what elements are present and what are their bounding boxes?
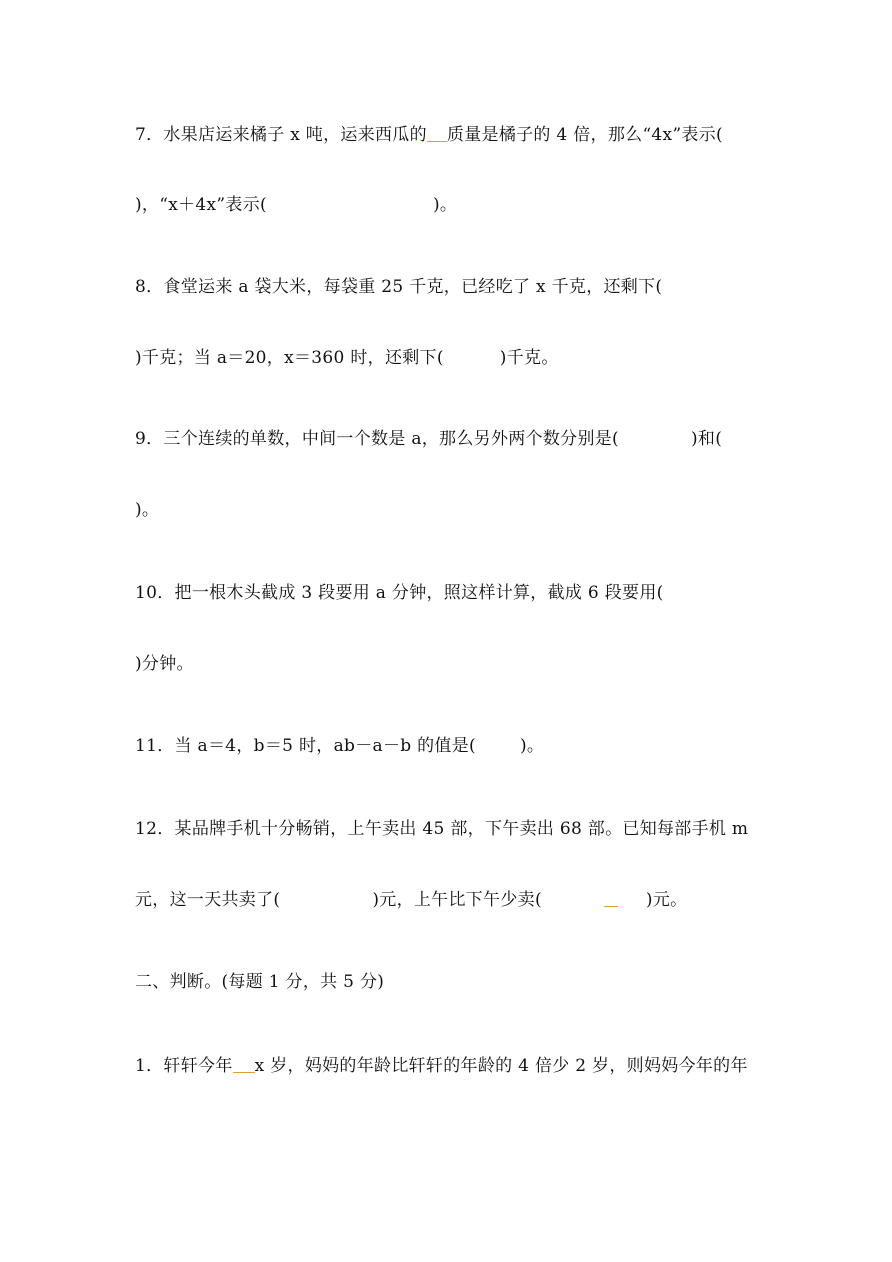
question-7-text-d: )。 <box>432 195 458 215</box>
judgment-1-line-1 <box>135 1055 748 1077</box>
question-9-line-2: )。 <box>135 500 160 520</box>
blank-underline-mark <box>604 904 618 907</box>
question-9-text-a: 9．三个连续的单数，中间一个数是 a，那么另外两个数分别是( <box>135 429 619 449</box>
question-12-line-2 <box>135 889 687 911</box>
question-9-line-1 <box>135 428 722 450</box>
question-10-line-1: 10．把一根木头截成 3 段要用 a 分钟，照这样计算，截成 6 段要用( <box>135 583 664 603</box>
question-7-text-c: )，“x＋4x”表示( <box>135 195 267 215</box>
question-8-line-2 <box>135 347 559 369</box>
question-8-text-a: )千克；当 a＝20，x＝360 时，还剩下( <box>135 348 444 368</box>
question-12-text-a: 元，这一天共卖了( <box>135 890 281 910</box>
question-11-text-a: 11．当 a＝4，b＝5 时，ab－a－b 的值是( <box>135 736 476 756</box>
question-7-text-a: 7．水果店运来橘子 x 吨，运来西瓜的 <box>135 125 427 145</box>
question-8-line-1: 8．食堂运来 a 袋大米，每袋重 25 千克，已经吃了 x 千克，还剩下( <box>135 277 663 297</box>
question-12-line-1: 12．某品牌手机十分畅销，上午卖出 45 部，下午卖出 68 部。已知每部手机 m <box>135 819 749 839</box>
question-11-text-b: )。 <box>519 736 545 756</box>
judgment-1-text-a: 1．轩轩今年 <box>135 1056 233 1076</box>
question-10-line-2: )分钟。 <box>135 654 194 674</box>
section-2-heading: 二、判断。(每题 1 分，共 5 分) <box>135 972 385 992</box>
question-7-line-2 <box>135 194 457 216</box>
question-7-line-1 <box>135 124 723 146</box>
question-9-text-b: )和( <box>691 429 723 449</box>
blank-underline-mark <box>233 1070 255 1073</box>
question-11-line-1 <box>135 735 544 757</box>
question-8-text-b: )千克。 <box>499 348 559 368</box>
question-7-text-b: 质量是橘子的 4 倍，那么“4x”表示( <box>446 125 723 145</box>
judgment-1-text-b: x 岁，妈妈的年龄比轩轩的年龄的 4 倍少 2 岁，则妈妈今年的年 <box>254 1056 748 1076</box>
question-12-text-b: )元，上午比下午少卖( <box>372 890 542 910</box>
question-12-text-c: )元。 <box>645 890 688 910</box>
blank-underline-mark <box>427 139 447 142</box>
